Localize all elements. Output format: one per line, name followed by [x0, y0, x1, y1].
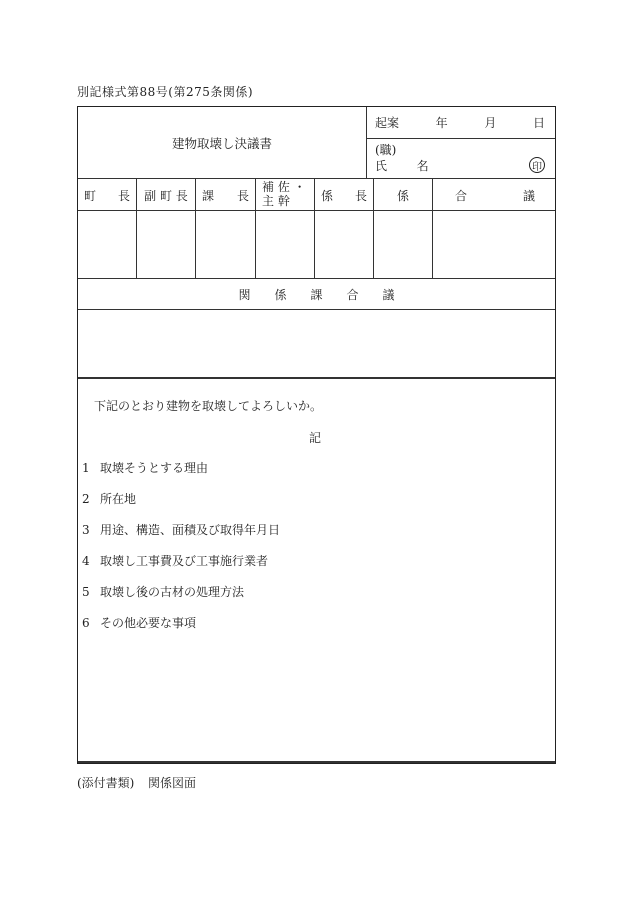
name-uji: 氏	[375, 159, 388, 173]
approver-deputy-head	[137, 179, 195, 211]
approver-section-chief	[196, 179, 255, 211]
position-label: (職)	[375, 143, 397, 157]
item-number: 4	[82, 554, 90, 568]
list-item	[82, 459, 208, 476]
item-text: 用途、構造、面積及び取得年月日	[100, 523, 281, 537]
draft-label: 起案	[375, 116, 400, 130]
approver-town-head	[78, 179, 136, 211]
seal-icon: 印	[529, 157, 545, 173]
row-divider	[78, 761, 555, 763]
name-row	[375, 157, 553, 174]
approver-staff	[374, 179, 432, 211]
item-text: 取壊し後の古材の処理方法	[100, 585, 245, 599]
list-item	[82, 583, 244, 600]
list-item	[82, 552, 268, 569]
attachment-label: (添付書類)	[77, 776, 135, 790]
list-item	[82, 521, 280, 538]
item-number: 1	[82, 461, 90, 475]
list-item	[82, 490, 136, 507]
ki-heading: 記	[309, 431, 322, 445]
approver-label: 町	[84, 188, 97, 203]
approver-subsection-chief	[315, 179, 373, 211]
approver-label: 長	[236, 188, 249, 203]
approver-label: 係	[321, 188, 334, 203]
col-divider	[366, 107, 367, 178]
approver-consultation	[433, 179, 555, 211]
item-text: その他必要な事項	[100, 616, 197, 630]
name-na: 名	[416, 159, 429, 173]
approver-label: 主 幹	[262, 194, 290, 208]
item-number: 5	[82, 585, 90, 599]
related-section-consultation: 関 係 課 合 議	[238, 287, 395, 302]
approver-label: 長	[354, 188, 367, 203]
approver-label: 長	[117, 188, 130, 203]
approver-label: 副 町 長	[144, 188, 188, 203]
attachment-value: 関係図面	[148, 776, 197, 790]
attachment-note	[77, 774, 196, 791]
item-number: 2	[82, 492, 90, 506]
item-number: 3	[82, 523, 90, 537]
document-title: 建物取壊し決議書	[171, 135, 272, 151]
approver-label: 係	[396, 188, 409, 203]
approver-assistant	[256, 180, 314, 210]
draft-date-row	[375, 114, 545, 131]
year-label: 年	[435, 116, 448, 130]
approver-label: 補 佐 ・	[262, 180, 306, 194]
row-divider	[366, 138, 555, 139]
list-item	[82, 614, 196, 631]
item-text: 取壊し工事費及び工事施行業者	[100, 554, 269, 568]
day-label: 日	[532, 116, 545, 130]
item-text: 取壊そうとする理由	[100, 461, 209, 475]
intro-text: 下記のとおり建物を取壊してよろしいか。	[94, 399, 323, 413]
month-label: 月	[484, 116, 497, 130]
item-number: 6	[82, 616, 90, 630]
item-text: 所在地	[100, 492, 137, 506]
row-divider	[78, 309, 555, 310]
approver-label: 課	[202, 188, 215, 203]
form-reference: 別記様式第88号(第275条関係)	[77, 85, 254, 99]
approver-label: 議	[522, 188, 535, 203]
approver-label: 合	[455, 188, 468, 203]
resolution-form	[77, 106, 556, 764]
row-divider	[78, 377, 555, 379]
